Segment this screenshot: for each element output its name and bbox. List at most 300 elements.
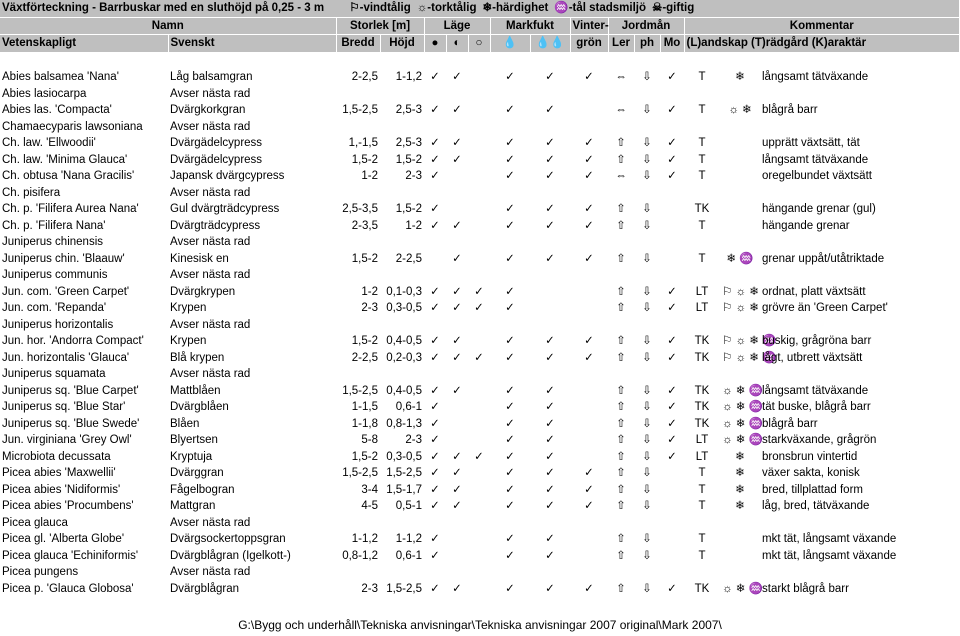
cell-moist: ✓ <box>505 467 515 480</box>
sheet-title: Växtförteckning - Barrbuskar med en sluthöjd på 0,25 - 3 m <box>2 2 325 15</box>
cell-winter-green <box>570 548 608 565</box>
table-row <box>0 185 960 202</box>
cell-wet: ✓ <box>545 153 555 166</box>
table-row <box>0 350 960 367</box>
col-vinter: Vinter- <box>570 17 608 35</box>
cell-symbols: ☼ ❄ ♒ <box>722 401 763 414</box>
cell-scientific-name: Juniperus horizontalis <box>2 318 114 331</box>
cell-ph: ⇩ <box>642 285 652 298</box>
cell-half-shade: ✓ <box>452 252 462 265</box>
cell-winter-green <box>570 284 608 301</box>
legend-label: -tål stadsmiljö <box>568 2 647 15</box>
cell-width: 1,5-2 <box>351 153 378 166</box>
col-mo: Mo <box>660 35 684 53</box>
cell-shade <box>468 333 490 350</box>
cell-comment: hängande grenar (gul) <box>762 203 876 216</box>
cell-clay: ⇧ <box>616 401 626 414</box>
cell-ph: ⇩ <box>642 104 652 117</box>
cell-height: 0,5-1 <box>395 500 422 513</box>
table-row <box>0 234 960 251</box>
cell-clay: ⇧ <box>616 252 626 265</box>
cell-comment: lågt, utbrett växtsätt <box>762 351 863 364</box>
cell-scientific-name: Juniperus communis <box>2 269 108 282</box>
cell-scientific-name: Juniperus chin. 'Blaauw' <box>2 252 125 265</box>
cell-mo: ✓ <box>667 137 677 150</box>
header-row-groups <box>0 17 960 35</box>
cell-clay: ⇧ <box>616 549 626 562</box>
cell-comment: oregelbundet växtsätt <box>762 170 872 183</box>
cell-mo: ✓ <box>667 351 677 364</box>
cell-height: 1,5-2,5 <box>386 467 422 480</box>
cell-height: 2-2,5 <box>395 252 422 265</box>
cell-wet: ✓ <box>545 417 555 430</box>
double-drop-icon: 💧💧 <box>530 35 570 53</box>
col-ler: Ler <box>608 35 634 53</box>
cell-scientific-name: Jun. com. 'Green Carpet' <box>2 285 130 298</box>
cell-full-sun: ✓ <box>430 203 440 216</box>
legend-symbol-icon: ☼ <box>416 2 428 15</box>
table-row <box>0 152 960 169</box>
cell-full-sun: ✓ <box>430 417 440 430</box>
cell-clay: ⇧ <box>616 137 626 150</box>
legend-label: -härdighet <box>492 2 549 15</box>
cell-full-sun: ✓ <box>430 219 440 232</box>
cell-note: Avser nästa rad <box>170 269 251 282</box>
cell-moist: ✓ <box>505 137 515 150</box>
cell-half-shade: ✓ <box>452 104 462 117</box>
cell-width: 1-1,2 <box>351 533 378 546</box>
cell-width: 1-1,5 <box>351 401 378 414</box>
cell-winter-green: ✓ <box>584 252 594 265</box>
cell-mo <box>660 482 684 499</box>
cell-usage: TK <box>694 351 710 364</box>
cell-ph: ⇩ <box>642 450 652 463</box>
cell-swedish-name: Dvärgädelcypress <box>170 153 263 166</box>
cell-winter-green: ✓ <box>584 219 594 232</box>
cell-symbols: ⚐ ☼ ❄ <box>722 285 759 298</box>
cell-clay: ⇧ <box>616 434 626 447</box>
legend-label: -vindtålig <box>359 2 411 15</box>
legend-symbol-icon: ☠ <box>652 2 663 15</box>
cell-ph: ⇩ <box>642 153 652 166</box>
cell-moist: ✓ <box>505 417 515 430</box>
cell-note: Avser nästa rad <box>170 318 251 331</box>
cell-wet: ✓ <box>545 434 555 447</box>
cell-moist: ✓ <box>505 384 515 397</box>
cell-full-sun: ✓ <box>430 104 440 117</box>
cell-height: 2-3 <box>405 434 422 447</box>
cell-mo: ✓ <box>667 401 677 414</box>
cell-moist: ✓ <box>505 302 515 315</box>
table-row <box>0 218 960 235</box>
cell-width: 2-2,5 <box>351 71 378 84</box>
cell-width: 2,5-3,5 <box>342 203 378 216</box>
cell-winter-green <box>570 416 608 433</box>
cell-full-sun: ✓ <box>430 549 440 562</box>
cell-moist: ✓ <box>505 582 515 595</box>
cell-winter-green <box>570 383 608 400</box>
cell-ph: ⇩ <box>642 549 652 562</box>
cell-comment: långsamt tätväxande <box>762 71 869 84</box>
cell-usage: T <box>698 467 706 480</box>
col-ph: ph <box>634 35 660 53</box>
cell-half-shade <box>446 201 468 218</box>
cell-swedish-name: Blå krypen <box>170 351 225 364</box>
cell-clay: ⇧ <box>616 483 626 496</box>
cell-comment: bronsbrun vintertid <box>762 450 858 463</box>
cell-empty <box>336 366 960 383</box>
cell-full-sun: ✓ <box>430 285 440 298</box>
cell-symbols <box>720 168 760 185</box>
cell-comment: buskig, grågröna barr <box>762 335 872 348</box>
shade-icon: ○ <box>468 35 490 53</box>
table-row <box>0 86 960 103</box>
cell-comment: starkväxande, grågrön <box>762 434 877 447</box>
cell-clay: ⇔ <box>615 104 627 117</box>
cell-width: 1,-1,5 <box>348 137 378 150</box>
cell-height: 1-1,2 <box>395 71 422 84</box>
col-vetenskapligt: Vetenskapligt <box>0 35 168 53</box>
spacer-row <box>0 52 960 69</box>
legend-item <box>652 2 694 14</box>
table-row <box>0 548 960 565</box>
cell-swedish-name: Fågelbogran <box>170 483 235 496</box>
cell-width: 2-3 <box>361 582 378 595</box>
cell-wet: ✓ <box>545 401 555 414</box>
cell-ph: ⇩ <box>642 582 652 595</box>
cell-scientific-name: Abies balsamea 'Nana' <box>2 71 119 84</box>
cell-wet: ✓ <box>545 71 555 84</box>
cell-half-shade <box>446 531 468 548</box>
legend-symbol-icon: ♒ <box>554 2 569 15</box>
cell-ph: ⇩ <box>642 170 652 183</box>
cell-mo: ✓ <box>667 417 677 430</box>
cell-shade: ✓ <box>474 351 484 364</box>
cell-shade <box>468 69 490 86</box>
col-kommentar: Kommentar <box>684 17 960 35</box>
cell-full-sun: ✓ <box>430 450 440 463</box>
cell-comment: långsamt tätväxande <box>762 384 869 397</box>
cell-half-shade <box>446 432 468 449</box>
cell-swedish-name: Dvärgblåen <box>170 401 229 414</box>
cell-scientific-name: Juniperus squamata <box>2 368 106 381</box>
col-svenskt: Svenskt <box>168 35 336 53</box>
col-namn: Namn <box>0 17 336 35</box>
cell-winter-green: ✓ <box>584 351 594 364</box>
cell-half-shade: ✓ <box>452 483 462 496</box>
cell-ph: ⇩ <box>642 417 652 430</box>
cell-ph: ⇩ <box>642 351 652 364</box>
cell-usage: T <box>698 219 706 232</box>
cell-wet: ✓ <box>545 335 555 348</box>
legend-symbol-icon: ⚐ <box>349 2 360 15</box>
cell-comment: bred, tillplattad form <box>762 483 863 496</box>
cell-scientific-name: Abies las. 'Compacta' <box>2 104 112 117</box>
cell-half-shade: ✓ <box>452 467 462 480</box>
title-row <box>0 0 960 17</box>
cell-wet: ✓ <box>545 384 555 397</box>
cell-usage: T <box>698 533 706 546</box>
cell-winter-green: ✓ <box>584 203 594 216</box>
cell-clay: ⇧ <box>616 450 626 463</box>
cell-full-sun: ✓ <box>430 582 440 595</box>
cell-height: 2,5-3 <box>395 104 422 117</box>
cell-scientific-name: Juniperus sq. 'Blue Carpet' <box>2 384 139 397</box>
cell-ph: ⇩ <box>642 384 652 397</box>
cell-half-shade: ✓ <box>452 285 462 298</box>
cell-moist: ✓ <box>505 71 515 84</box>
cell-full-sun: ✓ <box>430 335 440 348</box>
cell-mo: ✓ <box>667 582 677 595</box>
cell-moist: ✓ <box>505 153 515 166</box>
cell-scientific-name: Ch. pisifera <box>2 186 61 199</box>
cell-width: 1,5-2 <box>351 335 378 348</box>
cell-mo: ✓ <box>667 450 677 463</box>
cell-moist: ✓ <box>505 549 515 562</box>
cell-ph: ⇩ <box>642 500 652 513</box>
cell-symbols <box>720 152 760 169</box>
table-row <box>0 449 960 466</box>
cell-swedish-name: Låg balsamgran <box>170 71 253 84</box>
table-row <box>0 416 960 433</box>
legend-label: -torktålig <box>427 2 477 15</box>
table-row <box>0 300 960 317</box>
cell-shade <box>468 383 490 400</box>
cell-width: 1-2 <box>361 170 378 183</box>
table-row <box>0 201 960 218</box>
cell-moist: ✓ <box>505 335 515 348</box>
table-row <box>0 465 960 482</box>
cell-comment: upprätt växtsätt, tät <box>762 137 860 150</box>
cell-comment: starkt blågrå barr <box>762 582 849 595</box>
cell-winter-green: ✓ <box>584 500 594 513</box>
cell-shade <box>468 581 490 598</box>
cell-mo: ✓ <box>667 285 677 298</box>
cell-half-shade: ✓ <box>452 71 462 84</box>
cell-symbols: ☼ ❄ ♒ <box>722 582 763 595</box>
cell-symbols: ❄ ♒ <box>726 252 754 265</box>
table-row <box>0 284 960 301</box>
cell-comment: långsamt tätväxande <box>762 153 869 166</box>
cell-height: 1,5-1,7 <box>386 483 422 496</box>
cell-clay: ⇧ <box>616 219 626 232</box>
cell-scientific-name: Juniperus chinensis <box>2 236 104 249</box>
cell-height: 2,5-3 <box>395 137 422 150</box>
cell-symbols <box>720 201 760 218</box>
col-bredd: Bredd <box>336 35 380 53</box>
cell-symbols: ⚐ ☼ ❄ ♒ <box>722 335 777 348</box>
cell-full-sun: ✓ <box>430 153 440 166</box>
cell-width: 1,5-2,5 <box>342 384 378 397</box>
cell-ph: ⇩ <box>642 302 652 315</box>
cell-moist: ✓ <box>505 252 515 265</box>
symbol-legend <box>349 2 700 14</box>
cell-height: 1-2 <box>405 219 422 232</box>
cell-note: Avser nästa rad <box>170 87 251 100</box>
cell-scientific-name: Picea pungens <box>2 566 79 579</box>
cell-wet: ✓ <box>545 104 555 117</box>
cell-half-shade <box>446 399 468 416</box>
cell-height: 0,6-1 <box>395 549 422 562</box>
table-row <box>0 366 960 383</box>
cell-wet: ✓ <box>545 483 555 496</box>
cell-moist: ✓ <box>505 483 515 496</box>
cell-usage: T <box>698 137 706 150</box>
cell-width: 1-1,8 <box>351 417 378 430</box>
cell-shade <box>468 399 490 416</box>
cell-wet: ✓ <box>545 500 555 513</box>
legend-item <box>417 2 477 14</box>
cell-scientific-name: Picea abies 'Nidiformis' <box>2 483 121 496</box>
cell-note: Avser nästa rad <box>170 368 251 381</box>
cell-empty <box>336 86 960 103</box>
cell-shade <box>468 548 490 565</box>
cell-full-sun: ✓ <box>430 384 440 397</box>
table-row <box>0 515 960 532</box>
cell-width: 1,5-2,5 <box>342 467 378 480</box>
cell-winter-green: ✓ <box>584 153 594 166</box>
cell-scientific-name: Jun. com. 'Repanda' <box>2 302 107 315</box>
col-hojd: Höjd <box>380 35 424 53</box>
cell-usage: T <box>698 549 706 562</box>
cell-height: 1,5-2,5 <box>386 582 422 595</box>
cell-clay: ⇧ <box>616 153 626 166</box>
cell-note: Avser nästa rad <box>170 516 251 529</box>
cell-half-shade <box>446 168 468 185</box>
cell-wet: ✓ <box>545 252 555 265</box>
cell-symbols: ☼ ❄ ♒ <box>722 384 763 397</box>
cell-empty <box>336 185 960 202</box>
cell-swedish-name: Mattblåen <box>170 384 221 397</box>
table-row <box>0 267 960 284</box>
cell-moist: ✓ <box>505 533 515 546</box>
cell-height: 0,2-0,3 <box>386 351 422 364</box>
cell-swedish-name: Blyertsen <box>170 434 218 447</box>
table-row <box>0 69 960 86</box>
cell-clay: ⇧ <box>616 302 626 315</box>
cell-winter-green <box>570 399 608 416</box>
cell-symbols: ❄ <box>735 450 745 463</box>
cell-moist: ✓ <box>505 219 515 232</box>
cell-half-shade <box>446 416 468 433</box>
cell-mo <box>660 548 684 565</box>
cell-shade <box>468 218 490 235</box>
cell-empty <box>336 515 960 532</box>
cell-half-shade: ✓ <box>452 302 462 315</box>
cell-clay: ⇧ <box>616 285 626 298</box>
legend-item <box>482 2 548 14</box>
cell-wet: ✓ <box>545 533 555 546</box>
cell-usage: T <box>698 252 706 265</box>
cell-winter-green <box>570 102 608 119</box>
cell-symbols: ⚐ ☼ ❄ ♒ <box>722 351 777 364</box>
cell-swedish-name: Dvärgädelcypress <box>170 137 263 150</box>
cell-usage: TK <box>694 384 710 397</box>
cell-empty <box>336 267 960 284</box>
cell-width: 4-5 <box>361 500 378 513</box>
table-row <box>0 317 960 334</box>
col-lage: Läge <box>424 17 490 35</box>
cell-usage: T <box>698 483 706 496</box>
cell-clay: ⇔ <box>615 170 627 183</box>
cell-winter-green <box>570 449 608 466</box>
cell-swedish-name: Gul dvärgträdcypress <box>170 203 280 216</box>
cell-wet: ✓ <box>545 170 555 183</box>
cell-scientific-name: Picea p. 'Glauca Globosa' <box>2 582 134 595</box>
table-row <box>0 102 960 119</box>
table-row <box>0 168 960 185</box>
cell-clay: ⇧ <box>616 533 626 546</box>
cell-height: 1,5-2 <box>395 203 422 216</box>
cell-width: 2-3 <box>361 302 378 315</box>
cell-comment: mkt tät, långsamt växande <box>762 549 897 562</box>
legend-symbol-icon: ❄ <box>482 2 493 15</box>
cell-clay: ⇧ <box>616 500 626 513</box>
cell-clay: ⇧ <box>616 384 626 397</box>
file-path-footer: G:\Bygg och underhåll\Tekniska anvisningar\Tekniska anvisningar 2007 original\Mark 2007\ <box>238 618 722 632</box>
cell-wet <box>530 300 570 317</box>
cell-swedish-name: Dvärgsockertoppsgran <box>170 533 286 546</box>
cell-mo: ✓ <box>667 302 677 315</box>
cell-width: 5-8 <box>361 434 378 447</box>
cell-half-shade <box>446 548 468 565</box>
cell-scientific-name: Microbiota decussata <box>2 450 111 463</box>
cell-winter-green: ✓ <box>584 483 594 496</box>
cell-usage: LT <box>695 434 709 447</box>
cell-full-sun: ✓ <box>430 483 440 496</box>
cell-empty <box>336 119 960 136</box>
cell-symbols: ⚐ ☼ ❄ <box>722 302 759 315</box>
cell-height: 0,4-0,5 <box>386 384 422 397</box>
cell-height: 1-1,2 <box>395 533 422 546</box>
cell-full-sun: ✓ <box>430 467 440 480</box>
cell-full-sun: ✓ <box>430 434 440 447</box>
cell-winter-green <box>570 531 608 548</box>
cell-mo <box>660 251 684 268</box>
cell-swedish-name: Dvärgblågran (Igelkott-) <box>170 549 291 562</box>
cell-height: 0,3-0,5 <box>386 302 422 315</box>
cell-winter-green: ✓ <box>584 335 594 348</box>
cell-ph: ⇩ <box>642 483 652 496</box>
table-row <box>0 564 960 581</box>
col-landskap: (L)andskap (T)rädgård (K)araktär <box>684 35 960 53</box>
cell-winter-green: ✓ <box>584 467 594 480</box>
cell-width: 0,8-1,2 <box>342 549 378 562</box>
cell-scientific-name: Picea glauca <box>2 516 68 529</box>
cell-comment: grenar uppåt/utåtriktade <box>762 252 885 265</box>
cell-clay: ⇧ <box>616 417 626 430</box>
header-row-columns <box>0 35 960 53</box>
cell-shade <box>468 135 490 152</box>
cell-symbols <box>720 548 760 565</box>
cell-moist: ✓ <box>505 401 515 414</box>
cell-full-sun: ✓ <box>430 401 440 414</box>
cell-usage: TK <box>694 582 710 595</box>
cell-half-shade: ✓ <box>452 450 462 463</box>
cell-shade <box>468 482 490 499</box>
cell-swedish-name: Japansk dvärgcypress <box>170 170 285 183</box>
cell-shade <box>468 201 490 218</box>
cell-wet: ✓ <box>545 549 555 562</box>
cell-winter-green: ✓ <box>584 137 594 150</box>
cell-full-sun: ✓ <box>430 533 440 546</box>
cell-ph: ⇩ <box>642 219 652 232</box>
cell-swedish-name: Krypen <box>170 302 207 315</box>
cell-mo <box>660 531 684 548</box>
cell-winter-green: ✓ <box>584 71 594 84</box>
cell-ph: ⇩ <box>642 203 652 216</box>
cell-winter-green <box>570 300 608 317</box>
